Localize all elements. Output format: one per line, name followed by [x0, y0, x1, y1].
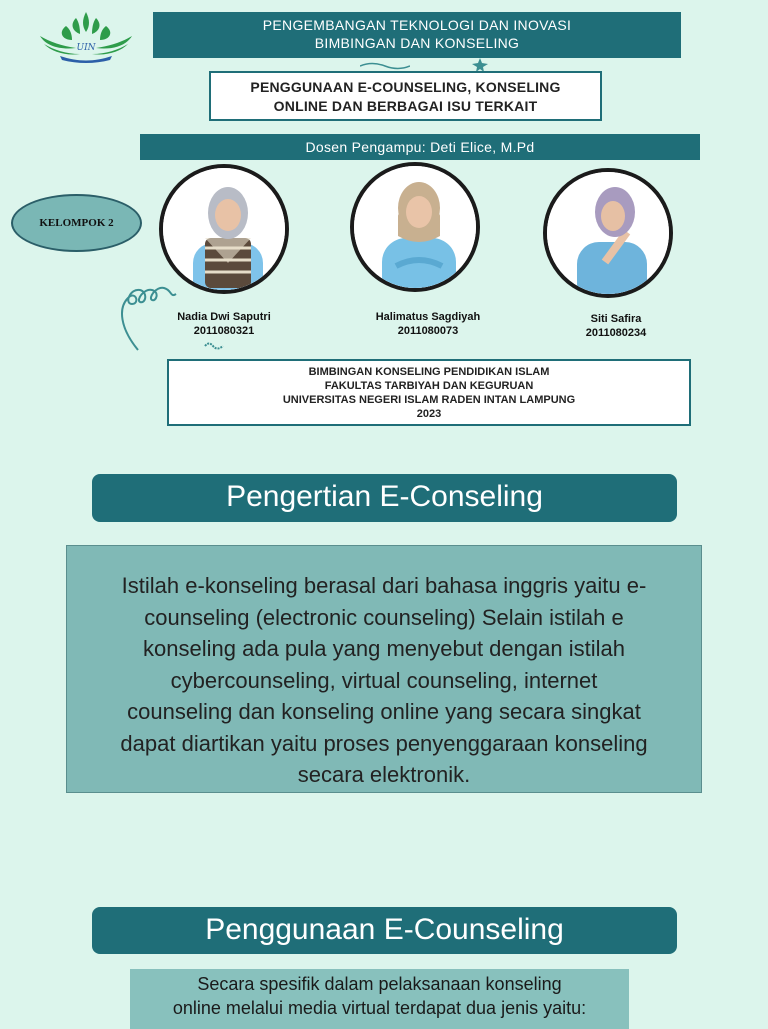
wave-decoration [360, 58, 410, 68]
member-name-2: Halimatus Sagdiyah [375, 311, 481, 323]
group-badge: KELOMPOK 2 [11, 194, 142, 252]
usage-intro-box [130, 969, 629, 1029]
subtitle-line-2: ONLINE DAN BERBAGAI ISU TERKAIT [273, 98, 538, 114]
section-heading-penggunaan: Penggunaan E-Counseling [92, 907, 677, 954]
institution-box [167, 359, 691, 426]
dots-decoration [204, 338, 224, 348]
definition-line: Istilah e-konseling berasal dari bahasa inggris yaitu e- [121, 573, 647, 598]
usage-line: online melalui media virtual terdapat dua jenis yaitu: [172, 998, 587, 1018]
definition-line: counseling dan konseling online yang secara singkat [127, 699, 641, 724]
member-photo-2 [350, 162, 480, 292]
member-name-3: Siti Safira [590, 313, 642, 325]
institution-line-3: UNIVERSITAS NEGERI ISLAM RADEN INTAN LAMPUNG [282, 394, 576, 406]
title-line-2: BIMBINGAN DAN KONSELING [314, 35, 520, 51]
definition-line: secara elektronik. [297, 762, 471, 787]
title-line-1: PENGEMBANGAN TEKNOLOGI DAN INOVASI [262, 17, 572, 33]
definition-line: konseling ada pula yang menyebut dengan istilah [143, 636, 625, 661]
university-logo [30, 6, 142, 64]
member-card-3 [536, 312, 696, 340]
member-id-2: 2011080073 [397, 325, 459, 337]
member-id-1: 2011080321 [193, 325, 255, 337]
institution-line-1: BIMBINGAN KONSELING PENDIDIKAN ISLAM [308, 366, 550, 378]
logo-text: UIN [76, 43, 96, 53]
definition-line: dapat diartikan yaitu proses penyenggaraan konseling [120, 730, 648, 756]
subtitle-line-1: PENGGUNAAN E-COUNSELING, KONSELING [250, 79, 561, 95]
section-heading-pengertian: Pengertian E-Conseling [92, 474, 677, 522]
definition-box [66, 545, 702, 793]
member-name-1: Nadia Dwi Saputri [177, 311, 271, 323]
member-photo-1 [159, 164, 289, 294]
member-id-3: 2011080234 [585, 327, 647, 339]
subtitle-box [209, 71, 602, 121]
member-card-2 [348, 310, 508, 338]
dosen-banner: Dosen Pengampu: Deti Elice, M.Pd [140, 134, 700, 160]
institution-line-2: FAKULTAS TARBIYAH DAN KEGURUAN [324, 380, 534, 392]
title-banner [153, 12, 681, 58]
institution-year: 2023 [416, 408, 442, 420]
star-decoration [472, 58, 488, 72]
usage-line: Secara spesifik dalam pelaksanaan konseling [197, 974, 562, 994]
member-photo-3 [543, 168, 673, 298]
member-card-1 [144, 310, 304, 338]
definition-line: cybercounseling, virtual counseling, internet [170, 667, 598, 693]
definition-line: counseling (electronic counseling) Selain istilah e [144, 604, 624, 630]
